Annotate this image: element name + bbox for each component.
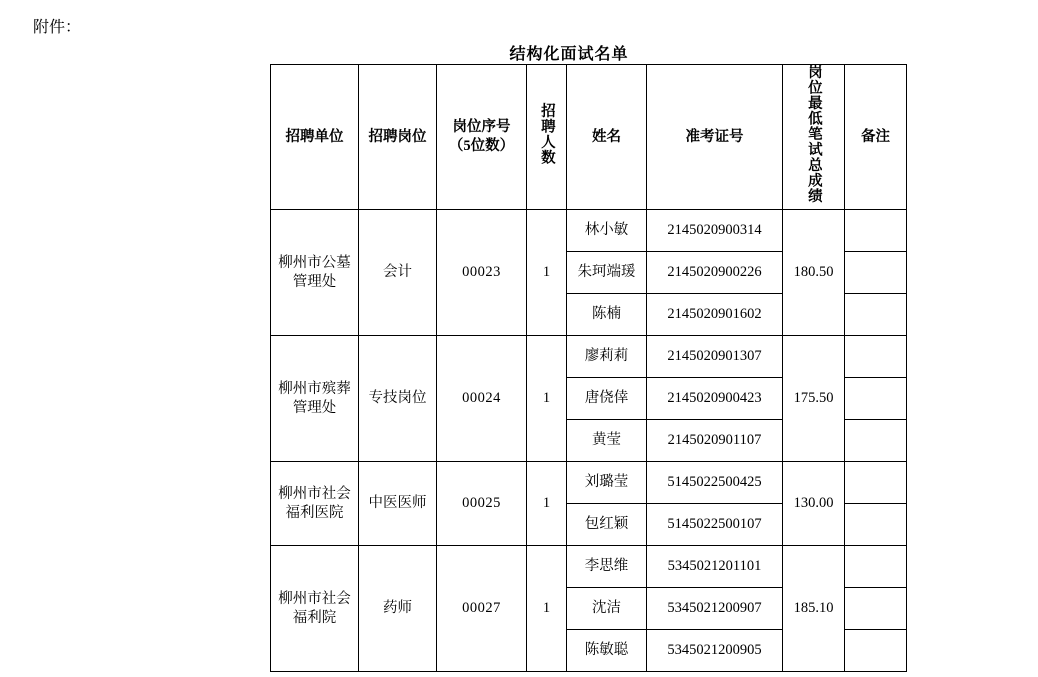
cell-remark <box>845 504 907 546</box>
cell-name: 包红颖 <box>567 504 647 546</box>
cell-remark <box>845 378 907 420</box>
table-row <box>271 210 907 252</box>
cell-ticket: 5145022500107 <box>647 504 783 546</box>
column-header-seq: 岗位序号 （5位数） <box>437 65 527 210</box>
cell-seq: 00023 <box>437 210 527 336</box>
table-header <box>271 65 907 210</box>
cell-ticket: 2145020901307 <box>647 336 783 378</box>
attachment-label: 附件： <box>33 19 82 36</box>
column-header-remark: 备注 <box>845 65 907 210</box>
cell-name: 廖莉莉 <box>567 336 647 378</box>
cell-ticket: 2145020900226 <box>647 252 783 294</box>
cell-ticket: 5145022500425 <box>647 462 783 504</box>
cell-remark <box>845 420 907 462</box>
cell-seq: 00027 <box>437 546 527 672</box>
cell-ticket: 5345021200905 <box>647 630 783 672</box>
cell-unit: 柳州市殡葬管理处 <box>271 336 359 462</box>
cell-remark <box>845 630 907 672</box>
cell-score: 180.50 <box>783 210 845 336</box>
table-row <box>271 546 907 588</box>
cell-score: 185.10 <box>783 546 845 672</box>
cell-name: 唐侥倖 <box>567 378 647 420</box>
cell-score: 130.00 <box>783 462 845 546</box>
cell-remark <box>845 294 907 336</box>
cell-unit: 柳州市公墓管理处 <box>271 210 359 336</box>
cell-ticket: 2145020901107 <box>647 420 783 462</box>
cell-unit: 柳州市社会福利院 <box>271 546 359 672</box>
cell-ticket: 2145020901602 <box>647 294 783 336</box>
column-header-count-text: 招聘人数 <box>538 103 555 166</box>
cell-unit: 柳州市社会福利医院 <box>271 462 359 546</box>
cell-post: 药师 <box>359 546 437 672</box>
interview-list-table-wrapper <box>270 64 907 672</box>
table-body <box>271 210 907 672</box>
cell-name: 朱珂端瑗 <box>567 252 647 294</box>
column-header-count <box>527 65 567 210</box>
cell-name: 李思维 <box>567 546 647 588</box>
cell-remark <box>845 252 907 294</box>
cell-ticket: 5345021200907 <box>647 588 783 630</box>
interview-list-table <box>270 64 907 672</box>
cell-post: 会计 <box>359 210 437 336</box>
cell-score: 175.50 <box>783 336 845 462</box>
table-header-row <box>271 65 907 210</box>
column-header-unit: 招聘单位 <box>271 65 359 210</box>
column-header-score-text: 岗位最低笔试总成绩 <box>805 64 822 204</box>
table-row <box>271 336 907 378</box>
column-header-score <box>783 65 845 210</box>
cell-name: 刘璐莹 <box>567 462 647 504</box>
cell-remark <box>845 546 907 588</box>
cell-count: 1 <box>527 336 567 462</box>
cell-name: 林小敏 <box>567 210 647 252</box>
column-header-post: 招聘岗位 <box>359 65 437 210</box>
cell-ticket: 5345021201101 <box>647 546 783 588</box>
column-header-name: 姓名 <box>567 65 647 210</box>
cell-post: 中医医师 <box>359 462 437 546</box>
cell-name: 陈敏聪 <box>567 630 647 672</box>
column-header-ticket: 准考证号 <box>647 65 783 210</box>
cell-remark <box>845 336 907 378</box>
cell-ticket: 2145020900314 <box>647 210 783 252</box>
cell-name: 沈洁 <box>567 588 647 630</box>
cell-name: 黄莹 <box>567 420 647 462</box>
cell-seq: 00025 <box>437 462 527 546</box>
cell-name: 陈楠 <box>567 294 647 336</box>
cell-count: 1 <box>527 210 567 336</box>
table-row <box>271 462 907 504</box>
cell-remark <box>845 210 907 252</box>
cell-remark <box>845 588 907 630</box>
cell-ticket: 2145020900423 <box>647 378 783 420</box>
cell-post: 专技岗位 <box>359 336 437 462</box>
cell-count: 1 <box>527 546 567 672</box>
cell-seq: 00024 <box>437 336 527 462</box>
cell-count: 1 <box>527 462 567 546</box>
cell-remark <box>845 462 907 504</box>
page-title: 结构化面试名单 <box>509 46 629 63</box>
